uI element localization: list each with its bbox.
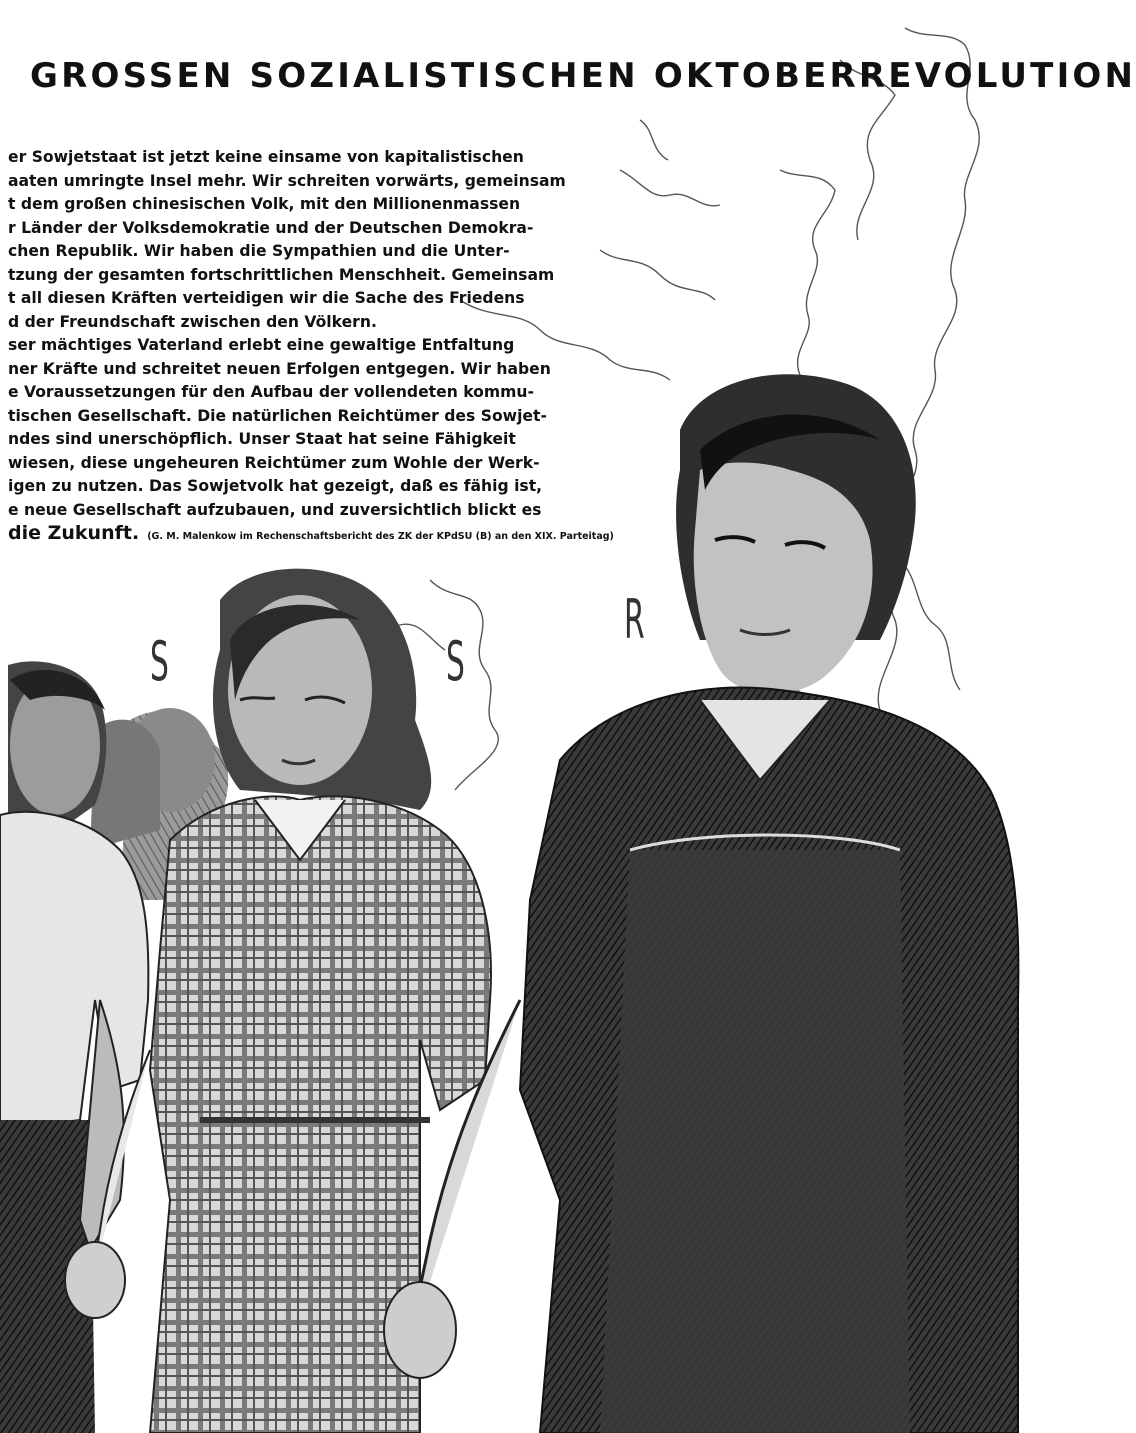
quote-line: r Länder der Volksdemokratie und der Deutschen Demokra- [8,218,534,237]
quote-line: igen zu nutzen. Das Sowjetvolk hat gezeigt, daß es fähig ist, [8,477,543,495]
quote-last-text: die Zukunft. [8,522,140,544]
quote-line: er Sowjetstaat ist jetzt keine einsame von kapitalistischen [8,148,524,166]
headline: GROSSEN SOZIALISTISCHEN OKTOBERREVOLUTION [30,56,1136,96]
quote-line: t all diesen Kräften verteidigen wir die Sache des Friedens [8,289,525,307]
quote-line: ser mächtiges Vaterland erlebt eine gewaltige Entfaltung [8,336,515,354]
quote-line: e Voraussetzungen für den Aufbau der vollendeten kommu- [8,383,534,401]
quote-line: chen Republik. Wir haben die Sympathien und die Unter- [8,242,510,260]
citation: (G. M. Malenkow im Rechenschaftsbericht des ZK der KPdSU (B) an den XIX. Parteitag) [147,531,614,542]
map-letter-s: S [150,630,169,693]
map-letter-r: R [624,588,645,651]
quote-line: t dem großen chinesischen Volk, mit den Millionenmassen [8,195,521,213]
quote-line: tischen Gesellschaft. Die natürlichen Reichtümer des Sowjet- [8,406,547,425]
quote-line: e neue Gesellschaft aufzubauen, und zuversichtlich blickt es [8,500,542,519]
quote-line: aaten umringte Insel mehr. Wir schreiten vorwärts, gemeinsam [8,171,566,190]
map-letter-s: S [446,630,465,693]
quote-line: wiesen, diese ungeheuren Reichtümer zum Wohle der Werk- [8,453,540,472]
quote-line: ner Kräfte und schreitet neuen Erfolgen entgegen. Wir haben [8,359,551,378]
quote-line: tzung der gesamten fortschrittlichen Menschheit. Gemeinsam [8,265,555,284]
quote-line: d der Freundschaft zwischen den Völkern. [8,312,377,331]
quote-line: ndes sind unerschöpflich. Unser Staat hat seine Fähigkeit [8,430,516,448]
